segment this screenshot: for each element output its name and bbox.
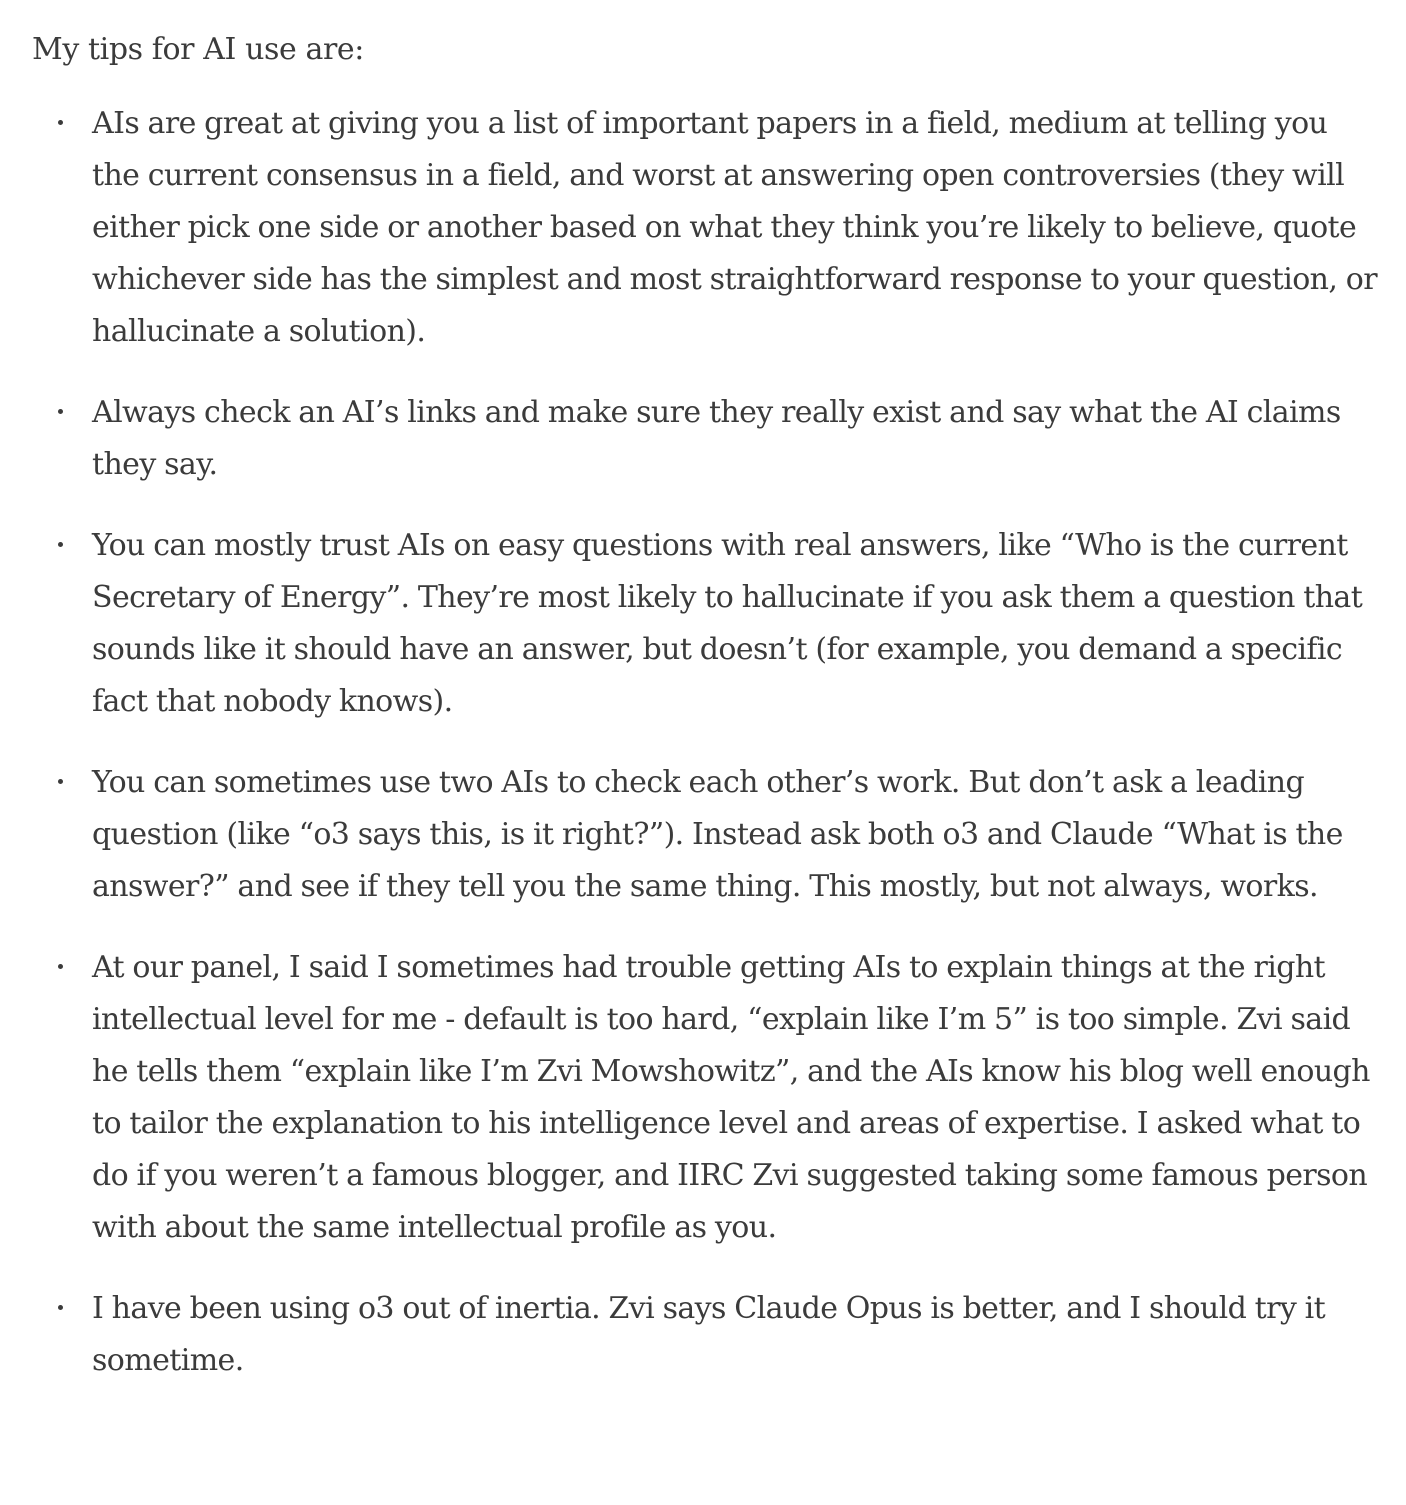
tip-text: Always check an AI’s links and make sure they really exist and say what the AI claims they say. [92,395,1341,482]
tip-item [32,98,1377,358]
tip-item [32,1283,1377,1387]
tips-list [32,98,1377,1387]
tip-text: You can sometimes use two AIs to check each other’s work. But don’t ask a leading question (like “o3 says this, is it right?”). Instead ask both o3 and Claude “What is the answer?” and see if they tell you the same thing. This mostly, but not always, works. [92,765,1343,904]
intro-text: My tips for AI use are: [32,32,364,67]
tip-text: You can mostly trust AIs on easy questions with real answers, like “Who is the current Secretary of Energy”. They’re most likely to hallucinate if you ask them a question that sounds like it should have an answer, but doesn’t (for example, you demand a specific fact that nobody knows). [92,528,1363,719]
tip-text: At our panel, I said I sometimes had trouble getting AIs to explain things at the right intellectual level for me - default is too hard, “explain like I’m 5” is too simple. Zvi said he tells them “explain like I’m Zvi Mowshowitz”, and the AIs know his blog well enough to tailor the explanation to his intelligence level and areas of expertise. I asked what to do if you weren’t a famous blogger, and IIRC Zvi suggested taking some famous person with about the same intellectual profile as you. [92,950,1370,1245]
tip-text: AIs are great at giving you a list of important papers in a field, medium at telling you the current consensus in a field, and worst at answering open controversies (they will either pick one side or another based on what they think you’re likely to believe, quote whichever side has the simplest and most straightforward response to your question, or hallucinate a solution). [92,106,1377,349]
tip-text: I have been using o3 out of inertia. Zvi says Claude Opus is better, and I should try it sometime. [92,1291,1326,1378]
article-body [32,28,1377,1416]
bullet-icon [58,964,63,969]
bullet-icon [58,542,63,547]
tip-item [32,757,1377,913]
tip-item [32,387,1377,491]
bullet-icon [58,120,63,125]
bullet-icon [58,779,63,784]
tip-item [32,942,1377,1254]
bullet-icon [58,1305,63,1310]
tip-item [32,520,1377,728]
bullet-icon [58,409,63,414]
